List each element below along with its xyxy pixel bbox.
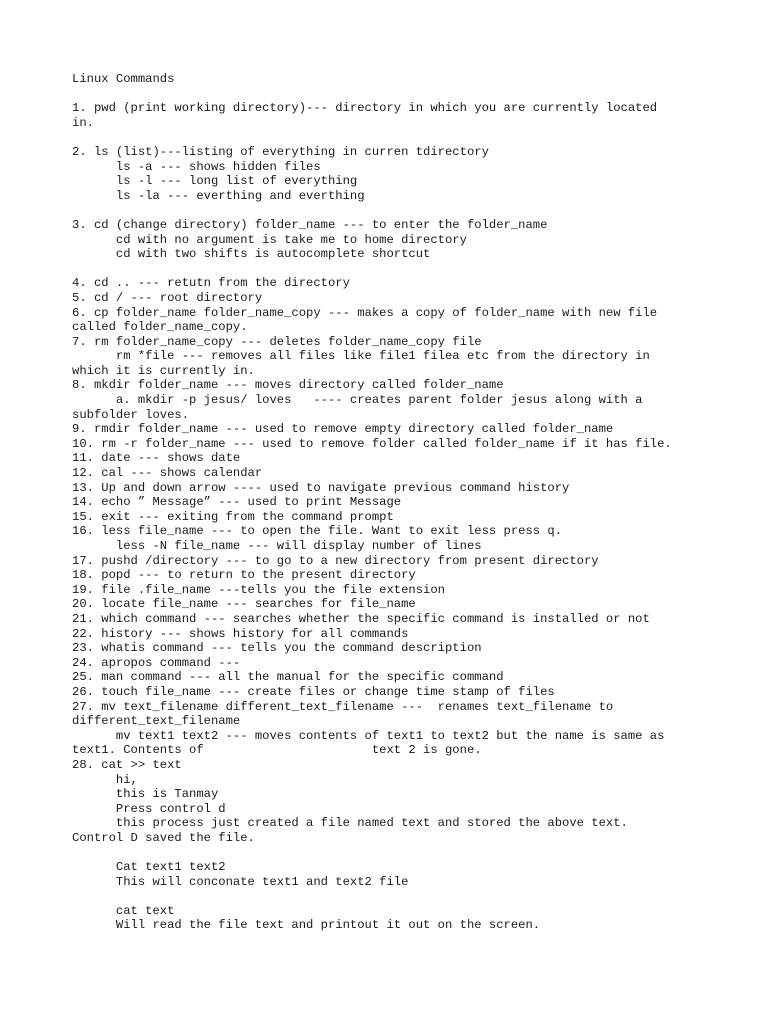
text-line: 14. echo ” Message” --- used to print Message: [72, 495, 402, 510]
text-line: 3. cd (change directory) folder_name --- to enter the folder_name: [72, 217, 548, 232]
text-line: a. mkdir -p jesus/ loves ---- creates parent folder jesus along with a: [72, 393, 643, 408]
text-line: 8. mkdir folder_name --- moves directory called folder_name: [72, 378, 504, 393]
text-line: less -N file_name --- will display number of lines: [72, 539, 482, 553]
text-line: 20. locate file_name --- searches for file_name: [72, 597, 416, 612]
text-line: Press control d: [72, 801, 226, 816]
text-line: 9. rmdir folder_name --- used to remove empty directory called folder_name: [72, 422, 614, 437]
text-line: mv text1 text2 --- moves contents of text1 to text2 but the name is same as: [72, 728, 665, 743]
text-line: ls -l --- long list of everything: [72, 174, 358, 189]
text-line: this process just created a file named text and stored the above text.: [72, 816, 628, 831]
text-line: [72, 889, 722, 904]
document-title: Linux Commands: [72, 72, 175, 86]
text-line: this is Tanmay: [72, 787, 219, 802]
text-line: 22. history --- shows history for all commands: [72, 626, 409, 641]
text-line: [72, 130, 722, 145]
text-line: cd with no argument is take me to home directory: [72, 232, 467, 247]
text-line: 24. apropos command ---: [72, 655, 241, 670]
text-line: 6. cp folder_name folder_name_copy --- makes a copy of folder_name with new file: [72, 305, 658, 320]
text-line: different_text_filename: [72, 714, 241, 729]
text-line: subfolder loves.: [72, 407, 190, 422]
text-line: Cat text1 text2: [72, 860, 226, 875]
text-line: 25. man command --- all the manual for the specific command: [72, 670, 504, 685]
text-line: 1. pwd (print working directory)--- directory in which you are currently located: [72, 101, 658, 116]
document-body: [72, 72, 722, 933]
text-line: 5. cd / --- root directory: [72, 290, 263, 305]
text-line: rm *file --- removes all files like file1 filea etc from the directory in: [72, 349, 650, 364]
text-line: 2. ls (list)---listing of everything in curren tdirectory: [72, 144, 489, 159]
text-line: 27. mv text_filename different_text_filename --- renames text_filename to: [72, 699, 614, 714]
text-line: Control D saved the file.: [72, 830, 255, 845]
text-line: 21. which command --- searches whether the specific command is installed or not: [72, 611, 650, 626]
text-line: 11. date --- shows date: [72, 451, 241, 466]
text-line: which it is currently in.: [72, 363, 255, 378]
text-line: Will read the file text and printout it out on the screen.: [72, 918, 541, 933]
text-line: [72, 262, 722, 277]
text-line: 28. cat >> text: [72, 757, 182, 772]
text-line: [72, 845, 722, 860]
text-line: [72, 87, 722, 102]
text-line: 15. exit --- exiting from the command prompt: [72, 509, 394, 524]
text-line: This will conconate text1 and text2 file: [72, 874, 409, 889]
text-line: [72, 203, 722, 218]
text-line: 23. whatis command --- tells you the command description: [72, 641, 482, 656]
text-line: 19. file .file_name ---tells you the file extension: [72, 582, 445, 597]
text-line: 16. less file_name --- to open the file. Want to exit less press q.: [72, 524, 563, 539]
text-line: 12. cal --- shows calendar: [72, 466, 263, 481]
text-line: ls -la --- everthing and everthing: [72, 188, 365, 203]
text-line: ls -a --- shows hidden files: [72, 159, 321, 174]
text-line: text1. Contents of text 2 is gone.: [72, 743, 482, 758]
text-line: 13. Up and down arrow ---- used to navigate previous command history: [72, 480, 570, 495]
text-line: 17. pushd /directory --- to go to a new directory from present directory: [72, 553, 599, 568]
text-line: 18. popd --- to return to the present directory: [72, 568, 416, 583]
text-line: cd with two shifts is autocomplete shortcut: [72, 247, 431, 262]
text-line: called folder_name_copy.: [72, 320, 248, 335]
text-line: in.: [72, 115, 94, 130]
text-line: 10. rm -r folder_name --- used to remove folder called folder_name if it has file.: [72, 436, 672, 451]
text-line: cat text: [72, 903, 175, 918]
text-line: 4. cd .. --- retutn from the directory: [72, 276, 350, 291]
text-line: 7. rm folder_name_copy --- deletes folder_name_copy file: [72, 334, 482, 349]
text-line: 26. touch file_name --- create files or change time stamp of files: [72, 684, 555, 699]
text-line: hi,: [72, 772, 138, 787]
